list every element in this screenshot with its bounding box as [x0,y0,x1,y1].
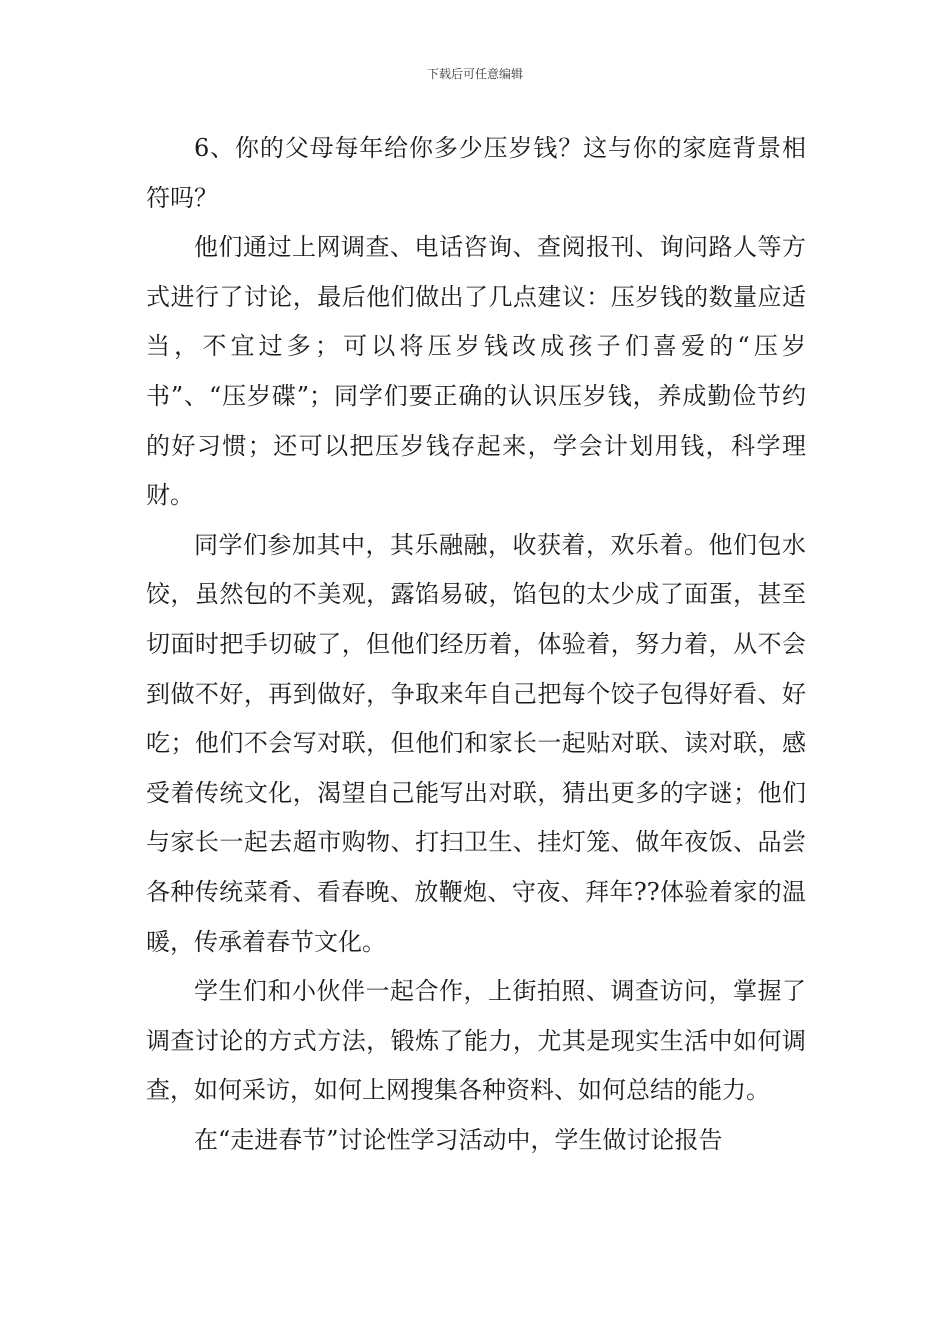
document-body [146,124,806,1165]
paragraph-report: 在“走进春节”讨论性学习活动中，学生做讨论报告 [194,1125,723,1154]
paragraph-question-6: 6、你的父母每年给你多少压岁钱？这与你的家庭背景相符吗？ [146,134,806,212]
page-header-note: 下载后可任意编辑 [426,67,523,81]
paragraph-participation: 同学们参加其中，其乐融融，收获着，欢乐着。他们包水饺，虽然包的不美观，露馅易破，馅包的太少成了面蛋，甚至切面时把手切破了，但他们经历着，体验着，努力着，从不会到做不好，再到做好，争取来年自己把每个饺子包得好看、好吃；他们不会写对联，但他们和家长一起贴对联、读对联，感受着传统文化，渴望自己能写出对联，猜出更多的字谜；他们与家长一起去超市购物、打扫卫生、挂灯笼、做年夜饭、品尝各种传统菜肴、看春晚、放鞭炮、守夜、拜年??体验着家的温暖，传承着春节文化。 [146,530,806,956]
paragraph-suggestions: 他们通过上网调查、电话咨询、查阅报刊、询问路人等方式进行了讨论，最后他们做出了几点建议：压岁钱的数量应适当，不宜过多；可以将压岁钱改成孩子们喜爱的“压岁书”、“压岁碟”；同学们要正确的认识压岁钱，养成勤俭节约的好习惯；还可以把压岁钱存起来，学会计划用钱，科学理财。 [146,233,806,510]
paragraph-cooperation: 学生们和小伙伴一起合作，上街拍照、调查访问，掌握了调查讨论的方式方法，锻炼了能力，尤其是现实生活中如何调查，如何采访，如何上网搜集各种资料、如何总结的能力。 [146,977,806,1105]
